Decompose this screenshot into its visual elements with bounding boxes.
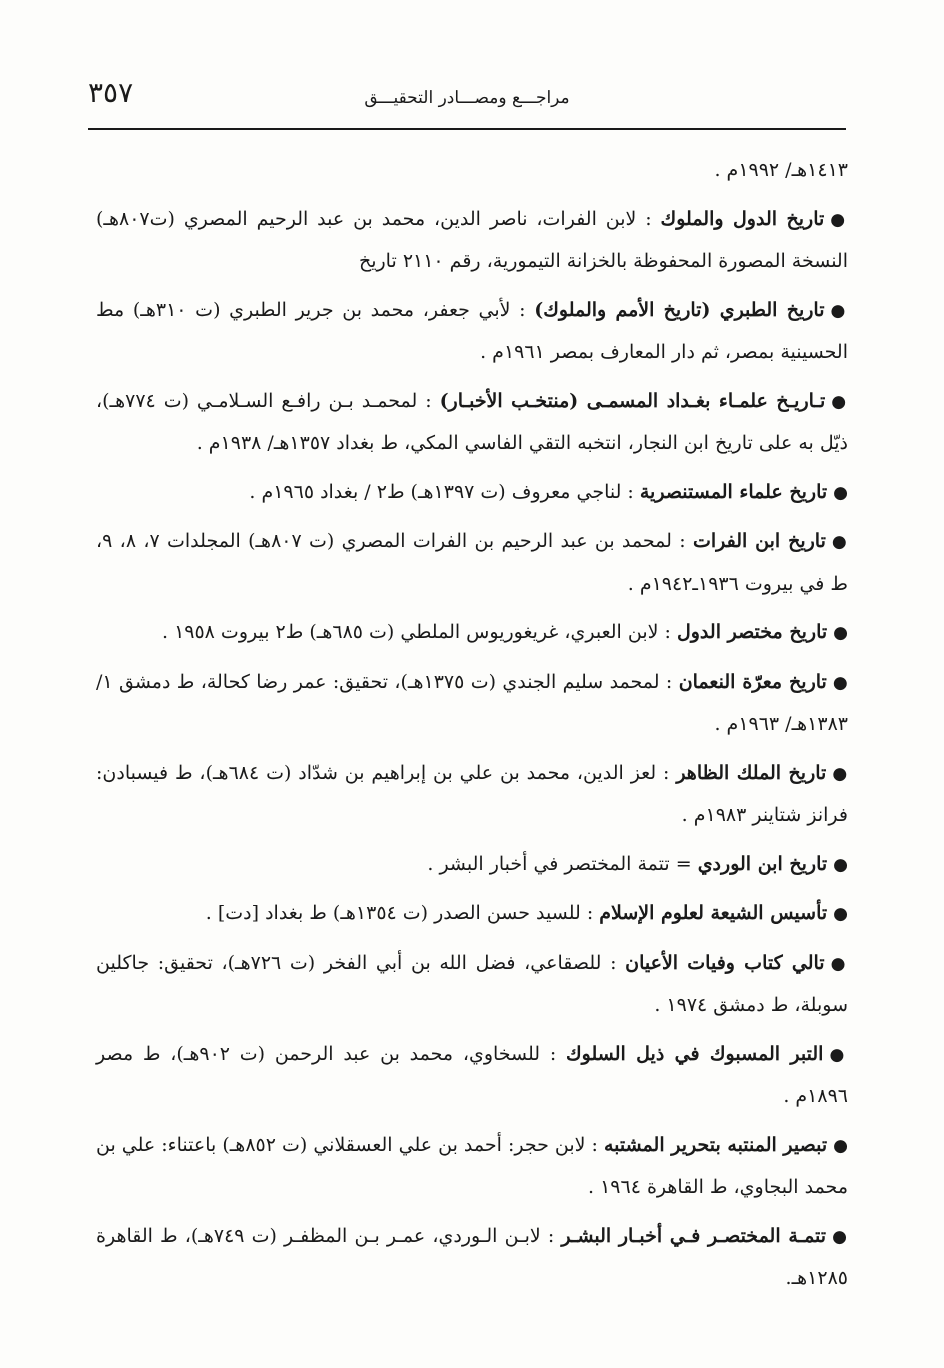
bibliography-entry	[96, 290, 848, 374]
header-rule	[88, 128, 846, 130]
entry-title: تاريخ ابن الوردي	[697, 852, 828, 875]
bibliography-entry	[96, 521, 848, 605]
continuation-line: ١٤١٣هـ/ ١٩٩٢م .	[714, 159, 848, 181]
entry-title: تاريخ ابن الفرات	[692, 530, 826, 552]
bibliography-entry	[96, 1125, 848, 1209]
entry-text: : لابن الفرات، ناصر الدين، محمد بن عبد الرحيم المصري (ت٨٠٧هـ) النسخة المصورة المحفوظة بالخزانة التيمورية، رقم ٢١١٠ تاريخ	[96, 207, 848, 272]
entry-text: : للسخاوي، محمد بن عبد الرحمن (ت ٩٠٢هـ)، ط مصر ١٨٩٦م .	[96, 1042, 848, 1107]
entry-text: : لمحمـد بـن رافـع السـلامـي (ت ٧٧٤هـ)، ذيّل به على تاريخ ابن النجار، انتخبه التقي الفاسي المكي، ط بغداد ١٣٥٧هـ/ ١٩٣٨م .	[96, 389, 848, 454]
bibliography-entry	[96, 381, 848, 465]
bibliography-entry	[96, 1034, 848, 1118]
entry-text: : لمحمد سليم الجندي (ت ١٣٧٥هـ)، تحقيق: عمر رضا كحالة، ط دمشق ١/ ١٣٨٣هـ/ ١٩٦٣م .	[96, 670, 848, 735]
entry-title: تـاريـخ علمـاء بغـداد المسمـى (منتخـب الأخبـار)	[439, 389, 826, 412]
bullet-icon: ●	[833, 904, 848, 924]
bibliography-list	[96, 150, 848, 1307]
bullet-icon: ●	[831, 532, 848, 552]
bibliography-entry	[96, 753, 848, 837]
bullet-icon: ●	[830, 953, 849, 974]
bibliography-entry	[96, 893, 848, 936]
bullet-icon: ●	[832, 763, 849, 784]
entry-text: : لابـن الـوردي، عمـر بـن المظفـر (ت ٧٤٩هـ)، ط القاهرة ١٢٨٥هـ.	[96, 1224, 848, 1289]
bullet-icon: ●	[831, 391, 848, 412]
entry-title: تتمـة المختصـر فـي أخبـار البشـر	[561, 1224, 827, 1247]
entry-title: تاريخ مختصر الدول	[676, 621, 828, 643]
bullet-icon: ●	[833, 854, 848, 875]
entry-title: تاريخ الطبري (تاريخ الأمم والملوك)	[534, 298, 825, 321]
bibliography-entry	[96, 612, 848, 655]
bullet-icon: ●	[830, 300, 848, 321]
entry-text: : لابن حجر: أحمد بن علي العسقلاني (ت ٨٥٢هـ) باعتناء: علي بن محمد البجاوي، ط القاهرة ١٩٦٤ .	[95, 1133, 848, 1198]
entry-text: : للصقاعي، فضل الله بن أبي الفخر (ت ٧٢٦هـ)، تحقيق: جاكلين سوبلة، ط دمشق ١٩٧٤ .	[96, 951, 848, 1016]
entry-title: تالي كتاب وفيات الأعيان	[625, 951, 825, 974]
entry-title: تاريخ علماء المستنصرية	[639, 480, 828, 503]
bullet-icon: ●	[833, 482, 848, 503]
bibliography-entry	[96, 472, 848, 515]
bibliography-entry	[96, 662, 848, 746]
running-title: مراجـــع ومصـــادر التحقيـــق	[364, 88, 570, 108]
entry-text: : لعز الدين، محمد بن علي بن إبراهيم بن شدّاد (ت ٦٨٤هـ)، ط فيسبادن: فرانز شتاينر ١٩٨٣م .	[96, 761, 848, 826]
entry-text: : لمحمد بن عبد الرحيم بن الفرات المصري (ت ٨٠٧هـ) المجلدات ٧، ٨، ٩، ط في بيروت ١٩٣٦ـ١٩٤٢م .	[96, 530, 848, 595]
entry-title: تاريخ الملك الظاهر	[676, 761, 827, 784]
bibliography-entry	[96, 1216, 848, 1300]
bullet-icon: ●	[833, 623, 848, 643]
bullet-icon: ●	[832, 1226, 848, 1247]
entry-title: التبر المسبوك في ذيل السلوك	[566, 1042, 824, 1065]
bullet-icon: ●	[830, 209, 848, 230]
entry-text: : لناجي معروف (ت ١٣٩٧هـ) ط٢ / بغداد ١٩٦٥م .	[249, 480, 634, 503]
entry-title: تاريخ الدول والملوك	[660, 207, 825, 230]
bullet-icon: ●	[832, 672, 848, 693]
entry-title: تاريخ معرّة النعمان	[678, 670, 827, 693]
bibliography-entry	[96, 844, 848, 887]
bibliography-entry	[96, 199, 848, 283]
page-header	[88, 74, 846, 130]
bullet-icon: ●	[829, 1044, 848, 1065]
entry-title: تبصير المنتبه بتحرير المشتبه	[603, 1133, 828, 1156]
page-number: ٣٥٧	[88, 76, 134, 109]
entry-text: = تتمة المختصر في أخبار البشر .	[427, 852, 692, 875]
entry-text: : لابن العبري، غريغوريوس الملطي (ت ٦٨٥هـ) ط٢ بيروت ١٩٥٨ .	[161, 621, 671, 643]
entry-text: : لأبي جعفر، محمد بن جرير الطبري (ت ٣١٠هـ) مط الحسينية بمصر، ثم دار المعارف بمصر ١٩٦١م .	[96, 298, 848, 363]
entry-text: : للسيد حسن الصدر (ت ١٣٥٤هـ) ط بغداد [دت] .	[205, 902, 594, 924]
bullet-icon: ●	[833, 1135, 848, 1156]
bibliography-entry	[96, 943, 848, 1027]
entry-title: تأسيس الشيعة لعلوم الإسلام	[599, 902, 828, 924]
